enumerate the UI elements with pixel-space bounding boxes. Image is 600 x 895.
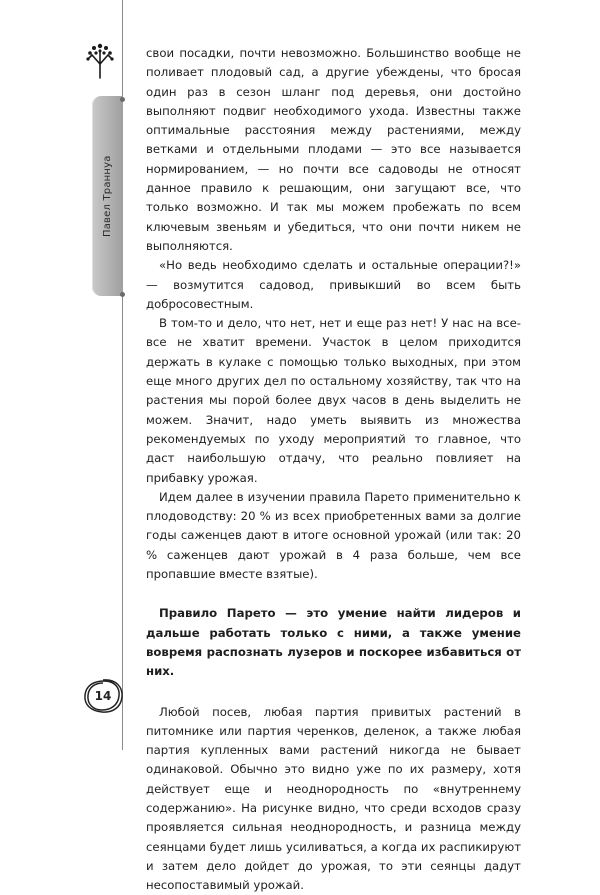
page-body [146, 44, 521, 895]
tab-dot-top [120, 97, 125, 102]
paragraph: В том-то и дело, что нет, нет и еще раз нет! У нас на все-все не хватит времени. Участок в целом приходится держать в кулаке с помощью только выходных, при этом еще много других дел по остальному хозяйству, так что на растения мы порой более двух часов в день выделить не можем. Значит, надо уметь выявить из множества рекомендуемых по уходу мероприятий то главное, что даст наибольшую отдачу, что реально повлияет на прибавку урожая. [146, 314, 521, 488]
paragraph: Идем далее в изучении правила Парето применительно к плодоводству: 20 % из всех приобретенных вами за долгие годы саженцев дают в итоге основной урожай (или так: 20 % саженцев дают урожай в 4 раза больше, чем все пропавшие вместе взятые). [146, 488, 521, 584]
author-name: Павел Траннуа [92, 96, 123, 296]
tab-dot-bottom [120, 292, 125, 297]
page-number-badge [80, 676, 126, 716]
tree-icon [84, 40, 116, 80]
paragraph-continued: свои посадки, почти невозможно. Большинство вообще не поливает плодовый сад, а другие убеждены, что бросая один раз в сезон шланг под деревья, они достойно выполняют подвиг необходимого ухода. Известны также оптимальные расстояния между растениями, между ветками и отдельными плодами — это все называется нормированием, — но почти все садоводы не относят данное правило к решающим, они загущают все, что только возможно. И так мы можем пробежать по всем ключевым звеньям и убедиться, что они почти никем не выполняются. [146, 44, 521, 256]
pareto-rule-statement: Правило Парето — это умение найти лидеров и дальше работать только с ними, а также умение вовремя распознать лузеров и поскорее избавиться от них. [146, 604, 521, 681]
paragraph: «Но ведь необходимо сделать и остальные операции?!» — возмутится садовод, привыкший во всем быть добросовестным. [146, 256, 521, 314]
page-number: 14 [80, 676, 126, 716]
paragraph: Любой посев, любая партия привитых растений в питомнике или партия черенков, деленок, а также любая партия купленных вами растений никогда не бывает одинаковой. Обычно это видно уже по их размеру, хотя действует еще и неоднородность по «внутреннему содержанию». На рисунке видно, что среди всходов сразу проявляется сильная неоднородность, и разница между сеянцами будет лишь усиливаться, а когда их распикируют и затем дело дойдет до урожая, то эти сеянцы дадут несопоставимый урожай. [146, 703, 521, 895]
author-tab [92, 96, 123, 296]
